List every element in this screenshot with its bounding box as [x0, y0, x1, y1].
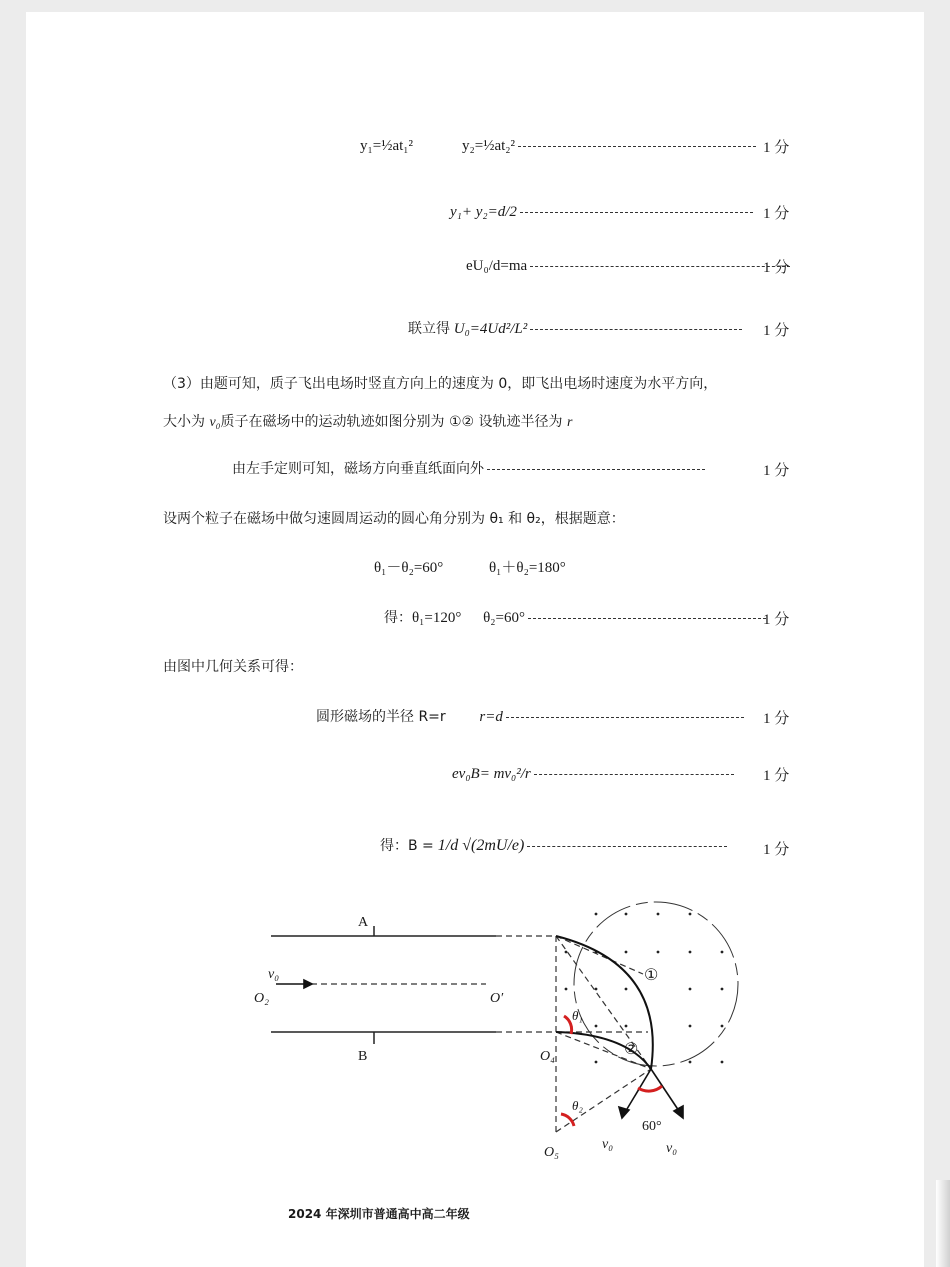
- label-o4: O₄: [540, 1049, 555, 1064]
- label-v0-left: v₀: [602, 1137, 614, 1152]
- eq-lorentz-text: ev₀B= mv₀²/r: [452, 766, 531, 782]
- eq-theta-sum: θ₁＋θ₂=180°: [489, 560, 566, 576]
- label-path-2: ②: [624, 1041, 639, 1058]
- eq-y2-text: y₂=½at₂²: [462, 138, 515, 154]
- score-mark: 1 分: [763, 323, 790, 339]
- eq-radius: [316, 707, 748, 727]
- label-v0-right: v₀: [666, 1141, 678, 1156]
- eq-radius-a: 圆形磁场的半径 R=r: [316, 709, 446, 725]
- footer-source: 2024 年深圳市普通高中高二年级: [288, 1207, 470, 1221]
- eq-u0-text: U₀=4Ud²/L²: [453, 321, 528, 337]
- answer-page: [26, 12, 924, 1267]
- label-b: B: [358, 1049, 368, 1064]
- eq-u0: [408, 319, 746, 339]
- eq-force-text: eU₀/d=ma: [466, 258, 528, 274]
- score-mark: 1 分: [763, 206, 790, 222]
- geometry-intro: 由图中几何关系可得：: [163, 659, 303, 675]
- label-theta1: θ₁: [572, 1008, 583, 1023]
- eq-y2: [462, 136, 760, 156]
- eq-sum: [450, 202, 757, 222]
- part3-line1: （3）由题可知，质子飞出电场时竖直方向上的速度为 0，即飞出电场时速度为水平方向，: [163, 376, 718, 392]
- label-o-prime: O′: [490, 991, 504, 1006]
- eq-lorentz: [452, 764, 738, 784]
- label-path-1: ①: [644, 967, 659, 984]
- label-theta2: θ₂: [572, 1098, 583, 1113]
- eq-theta-result: [384, 608, 770, 628]
- score-mark: 1 分: [763, 612, 790, 628]
- theta1-arc: [564, 1016, 572, 1034]
- eq-theta-diff: θ₁－θ₂=60°: [374, 560, 444, 576]
- score-mark: 1 分: [763, 711, 790, 727]
- label-o2: O₂: [254, 991, 269, 1006]
- result-label: 得：: [384, 610, 412, 626]
- eq-b-result: [380, 836, 731, 856]
- physics-diagram: [26, 874, 924, 1174]
- eq-y1: y₁=½at₁²: [360, 138, 413, 154]
- score-mark: 1 分: [763, 842, 790, 858]
- theta1-result: θ₁=120°: [412, 610, 462, 626]
- part3-line2-a: 大小为: [163, 414, 205, 430]
- part3-v0: v₀: [209, 415, 221, 430]
- score-mark: 1 分: [763, 140, 790, 156]
- label-o5: O₅: [544, 1145, 559, 1160]
- eq-force: [466, 256, 794, 276]
- field-direction: [232, 459, 709, 479]
- combine-label: 联立得: [408, 321, 450, 337]
- score-mark: 1 分: [763, 260, 790, 276]
- label-60deg: 60°: [642, 1119, 662, 1134]
- field-dots: [565, 913, 724, 1064]
- eq-sum-text: y₁+ y₂=d/2: [450, 204, 517, 220]
- b-result-text: 1/d √(2mU/e): [437, 837, 525, 854]
- label-a: A: [358, 915, 369, 930]
- eq-radius-b: r=d: [479, 709, 503, 725]
- theta2-result: θ₂=60°: [483, 610, 525, 626]
- b-result-label: 得：B =: [380, 838, 434, 854]
- part3-line2: 大小为 v₀质子在磁场中的运动轨迹如图分别为 ①② 设轨迹半径为 r: [163, 414, 573, 430]
- radius-o5: [556, 1069, 651, 1132]
- part3-line2-b: 质子在磁场中的运动轨迹如图分别为 ①② 设轨迹半径为: [220, 414, 563, 430]
- page-edge-shadow: [936, 1180, 950, 1267]
- score-mark: 1 分: [763, 768, 790, 784]
- field-circle: [574, 902, 738, 1066]
- angle-60-arc: [638, 1086, 662, 1091]
- field-direction-text: 由左手定则可知，磁场方向垂直纸面向外: [232, 461, 484, 477]
- score-mark: 1 分: [763, 463, 790, 479]
- label-v0-in: v₀: [268, 967, 280, 982]
- angle-setup: 设两个粒子在磁场中做匀速圆周运动的圆心角分别为 θ₁ 和 θ₂，根据题意：: [163, 511, 625, 527]
